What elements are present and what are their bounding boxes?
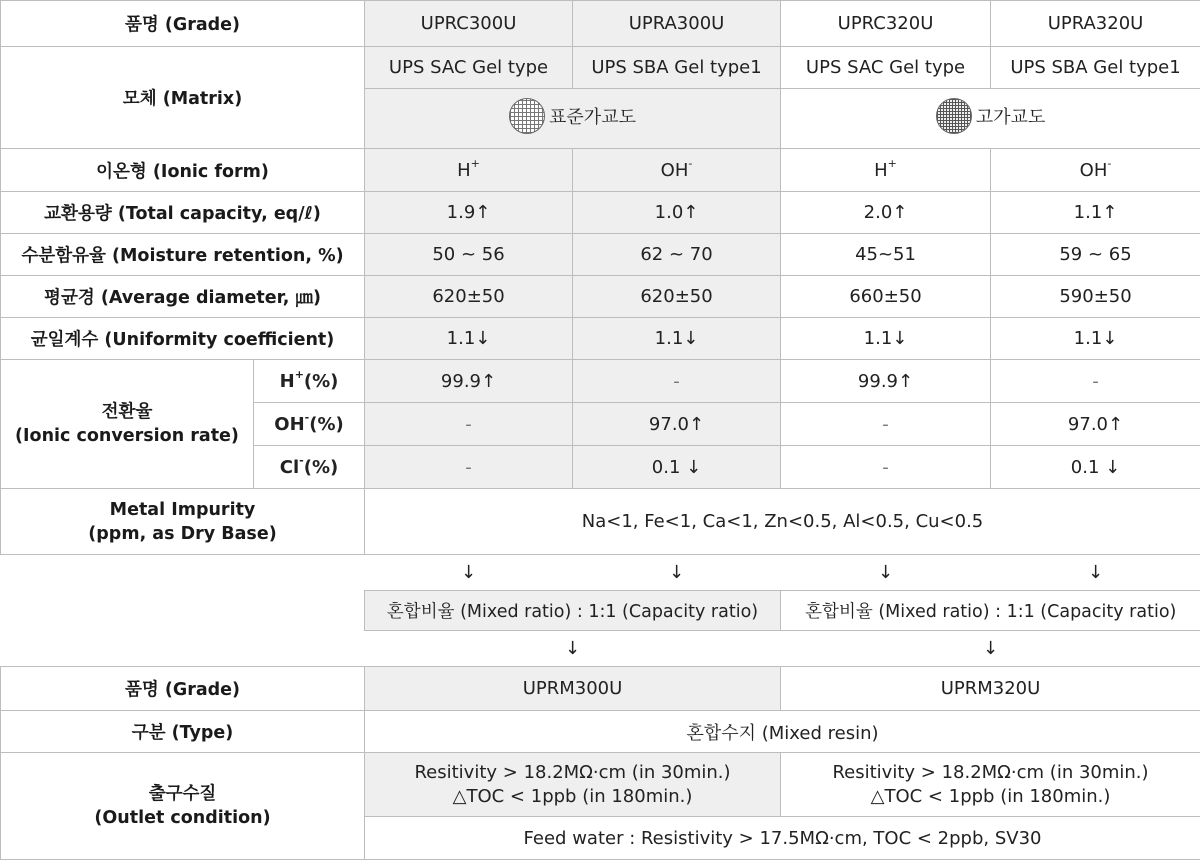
arrow-up-icon: ↑ bbox=[1102, 202, 1118, 223]
ionic-form-cell: H+ bbox=[365, 149, 573, 192]
conversion-h-cell: - bbox=[573, 360, 781, 403]
arrow-down-icon: ↓ bbox=[365, 631, 781, 667]
arrow-down-icon: ↓ bbox=[573, 555, 781, 591]
outlet-row bbox=[1, 753, 1200, 817]
moisture-cell: 50 ~ 56 bbox=[365, 234, 573, 276]
arrow-down-icon: ↓ bbox=[991, 555, 1200, 591]
uniformity-row bbox=[1, 318, 1200, 360]
mixed-grade-cell: UPRM320U bbox=[781, 667, 1200, 711]
grade-row bbox=[1, 1, 1200, 47]
matrix-cell: UPS SAC Gel type bbox=[365, 47, 573, 89]
conversion-oh-cell: - bbox=[365, 403, 573, 446]
conversion-h-cell: - bbox=[991, 360, 1200, 403]
conversion-h-label: H+(%) bbox=[254, 360, 365, 403]
matrix-cell: UPS SAC Gel type bbox=[781, 47, 991, 89]
mixed-grade-cell: UPRM300U bbox=[365, 667, 781, 711]
uniformity-label: 균일계수 (Uniformity coefficient) bbox=[1, 318, 365, 360]
arrow-up-icon: ↑ bbox=[475, 202, 491, 223]
grade-cell: UPRC300U bbox=[365, 1, 573, 47]
conversion-cl-cell: - bbox=[365, 446, 573, 489]
arrow-up-icon: ↑ bbox=[689, 413, 705, 435]
avg-diameter-cell: 620±50 bbox=[573, 276, 781, 318]
total-capacity-label: 교환용량 (Total capacity, eq/ℓ) bbox=[1, 192, 365, 234]
arrow-down-icon: ↓ bbox=[1102, 328, 1118, 349]
arrow-down-icon: ↓ bbox=[1105, 456, 1121, 478]
mixed-grade-row bbox=[1, 667, 1200, 711]
outlet-cell: Resitivity > 18.2MΩ·cm (in 30min.) △TOC < 1ppb (in 180min.) bbox=[365, 753, 781, 817]
metal-row bbox=[1, 489, 1200, 555]
total-capacity-cell: 1.0↑ bbox=[573, 192, 781, 234]
uniformity-cell: 1.1↓ bbox=[365, 318, 573, 360]
standard-crosslink-icon bbox=[509, 98, 545, 134]
ionic-form-row bbox=[1, 149, 1200, 192]
outlet-cell: Resitivity > 18.2MΩ·cm (in 30min.) △TOC < 1ppb (in 180min.) bbox=[781, 753, 1200, 817]
avg-diameter-cell: 590±50 bbox=[991, 276, 1200, 318]
conversion-cl-cell: 0.1 ↓ bbox=[991, 446, 1200, 489]
total-capacity-cell: 1.1↑ bbox=[991, 192, 1200, 234]
matrix-row bbox=[1, 47, 1200, 89]
crosslink-label: 표준가교도 bbox=[549, 107, 636, 128]
mix-ratio-cell: 혼합비율 (Mixed ratio) : 1:1 (Capacity ratio) bbox=[365, 591, 781, 631]
mixed-grade-label: 품명 (Grade) bbox=[1, 667, 365, 711]
total-capacity-cell: 1.9↑ bbox=[365, 192, 573, 234]
conversion-h-cell: 99.9↑ bbox=[365, 360, 573, 403]
conversion-h-cell: 99.9↑ bbox=[781, 360, 991, 403]
uniformity-cell: 1.1↓ bbox=[573, 318, 781, 360]
avg-diameter-label: 평균경 (Average diameter, ㎛) bbox=[1, 276, 365, 318]
arrow-down-icon: ↓ bbox=[475, 328, 491, 349]
total-capacity-row bbox=[1, 192, 1200, 234]
matrix-cell: UPS SBA Gel type1 bbox=[573, 47, 781, 89]
type-label: 구분 (Type) bbox=[1, 711, 365, 753]
metal-cell: Na<1, Fe<1, Ca<1, Zn<0.5, Al<0.5, Cu<0.5 bbox=[365, 489, 1200, 555]
avg-diameter-cell: 620±50 bbox=[365, 276, 573, 318]
ionic-form-label: 이온형 (Ionic form) bbox=[1, 149, 365, 192]
crosslink-label: 고가교도 bbox=[975, 107, 1046, 128]
ionic-form-cell: H+ bbox=[781, 149, 991, 192]
high-crosslink-icon bbox=[936, 98, 972, 134]
metal-label: Metal Impurity (ppm, as Dry Base) bbox=[1, 489, 365, 555]
moisture-cell: 59 ~ 65 bbox=[991, 234, 1200, 276]
grade-cell: UPRA320U bbox=[991, 1, 1200, 47]
type-cell: 혼합수지 (Mixed resin) bbox=[365, 711, 1200, 753]
arrow-up-icon: ↑ bbox=[481, 370, 497, 392]
moisture-cell: 62 ~ 70 bbox=[573, 234, 781, 276]
ionic-form-cell: OH- bbox=[573, 149, 781, 192]
grade-label: 품명 (Grade) bbox=[1, 1, 365, 47]
conversion-cl-cell: - bbox=[781, 446, 991, 489]
conversion-label: 전환율 (Ionic conversion rate) bbox=[1, 360, 254, 489]
type-row bbox=[1, 711, 1200, 753]
conversion-oh-cell: 97.0↑ bbox=[573, 403, 781, 446]
feed-water-cell: Feed water : Resistivity > 17.5MΩ·cm, TOC < 2ppb, SV30 bbox=[365, 817, 1200, 860]
blank-cell bbox=[1, 555, 365, 667]
crosslink-cell bbox=[781, 89, 1200, 149]
arrow-down-icon: ↓ bbox=[365, 555, 573, 591]
arrow-down-icon: ↓ bbox=[686, 456, 702, 478]
uniformity-cell: 1.1↓ bbox=[991, 318, 1200, 360]
crosslink-cell bbox=[365, 89, 781, 149]
conversion-cl-label: Cl-(%) bbox=[254, 446, 365, 489]
arrow-up-icon: ↑ bbox=[898, 370, 914, 392]
conversion-oh-label: OH-(%) bbox=[254, 403, 365, 446]
moisture-label: 수분함유율 (Moisture retention, %) bbox=[1, 234, 365, 276]
arrow-down-icon: ↓ bbox=[892, 328, 908, 349]
conversion-oh-cell: - bbox=[781, 403, 991, 446]
matrix-label: 모체 (Matrix) bbox=[1, 47, 365, 149]
arrow-down-icon: ↓ bbox=[683, 328, 699, 349]
arrow-up-icon: ↑ bbox=[683, 202, 699, 223]
conversion-h-row bbox=[1, 360, 1200, 403]
moisture-cell: 45~51 bbox=[781, 234, 991, 276]
matrix-cell: UPS SBA Gel type1 bbox=[991, 47, 1200, 89]
outlet-label: 출구수질 (Outlet condition) bbox=[1, 753, 365, 860]
uniformity-cell: 1.1↓ bbox=[781, 318, 991, 360]
conversion-cl-cell: 0.1 ↓ bbox=[573, 446, 781, 489]
arrow-down-icon: ↓ bbox=[781, 631, 1200, 667]
avg-diameter-row bbox=[1, 276, 1200, 318]
ionic-form-cell: OH- bbox=[991, 149, 1200, 192]
mix-ratio-cell: 혼합비율 (Mixed ratio) : 1:1 (Capacity ratio) bbox=[781, 591, 1200, 631]
arrow-row-1 bbox=[1, 555, 1200, 591]
arrow-down-icon: ↓ bbox=[781, 555, 991, 591]
grade-cell: UPRA300U bbox=[573, 1, 781, 47]
grade-cell: UPRC320U bbox=[781, 1, 991, 47]
avg-diameter-cell: 660±50 bbox=[781, 276, 991, 318]
arrow-up-icon: ↑ bbox=[892, 202, 908, 223]
arrow-up-icon: ↑ bbox=[1108, 413, 1124, 435]
moisture-row bbox=[1, 234, 1200, 276]
total-capacity-cell: 2.0↑ bbox=[781, 192, 991, 234]
conversion-oh-cell: 97.0↑ bbox=[991, 403, 1200, 446]
